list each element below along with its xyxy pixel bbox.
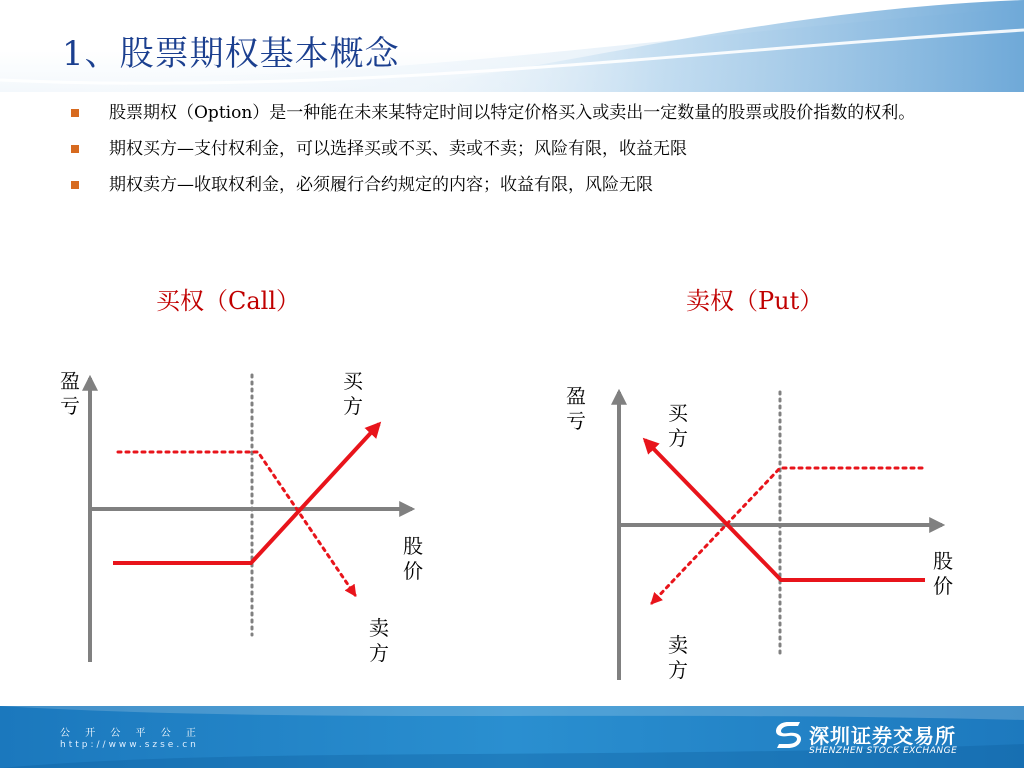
put-heading: 卖权（Put） [686, 287, 824, 315]
call-x-label-1: 股 [403, 534, 423, 558]
call-diagram [60, 369, 423, 665]
call-seller-payoff [118, 452, 355, 595]
put-buyer-payoff [645, 440, 925, 580]
put-x-label-2: 价 [933, 574, 953, 598]
call-seller-label-2: 方 [369, 641, 389, 665]
footer-bar [0, 706, 1024, 768]
bullet-text: 期权买方—支付权利金，可以选择买或不买、卖或不卖；风险有限，收益无限 [109, 139, 687, 159]
call-buyer-label-2: 方 [343, 394, 363, 418]
logo-english-name: SHENZHEN STOCK EXCHANGE [809, 746, 958, 756]
bullet-text: 期权卖方—收取权利金，必须履行合约规定的内容；收益有限，风险无限 [109, 175, 653, 195]
bullet-text: 股票期权（Option）是一种能在未来某特定时间以特定价格买入或卖出一定数量的股票或股价指数的权利。 [109, 103, 916, 123]
call-heading: 买权（Call） [156, 287, 301, 315]
put-y-label-1: 盈 [566, 384, 586, 408]
page-title: 1、股票期权基本概念 [62, 34, 400, 74]
put-buyer-label-2: 方 [668, 426, 688, 450]
logo-chinese-name: 深圳证券交易所 [809, 724, 956, 748]
put-seller-label-1: 卖 [668, 633, 688, 657]
put-seller-label-2: 方 [668, 658, 688, 682]
put-buyer-label-1: 买 [668, 401, 688, 425]
call-seller-label-1: 卖 [369, 616, 389, 640]
footer-slogan: 公 开 公 平 公 正 [60, 728, 202, 739]
put-y-label-2: 亏 [566, 409, 586, 433]
szse-logo [773, 720, 958, 756]
put-x-label-1: 股 [933, 549, 953, 573]
call-x-label-2: 价 [403, 559, 423, 583]
call-y-label-2: 亏 [60, 394, 80, 418]
call-buyer-payoff [113, 424, 379, 563]
call-y-label-1: 盈 [60, 369, 80, 393]
put-diagram [566, 384, 953, 682]
call-buyer-label-1: 买 [343, 369, 363, 393]
footer-url: http://www.szse.cn [60, 740, 199, 750]
szse-emblem-icon [773, 720, 803, 750]
